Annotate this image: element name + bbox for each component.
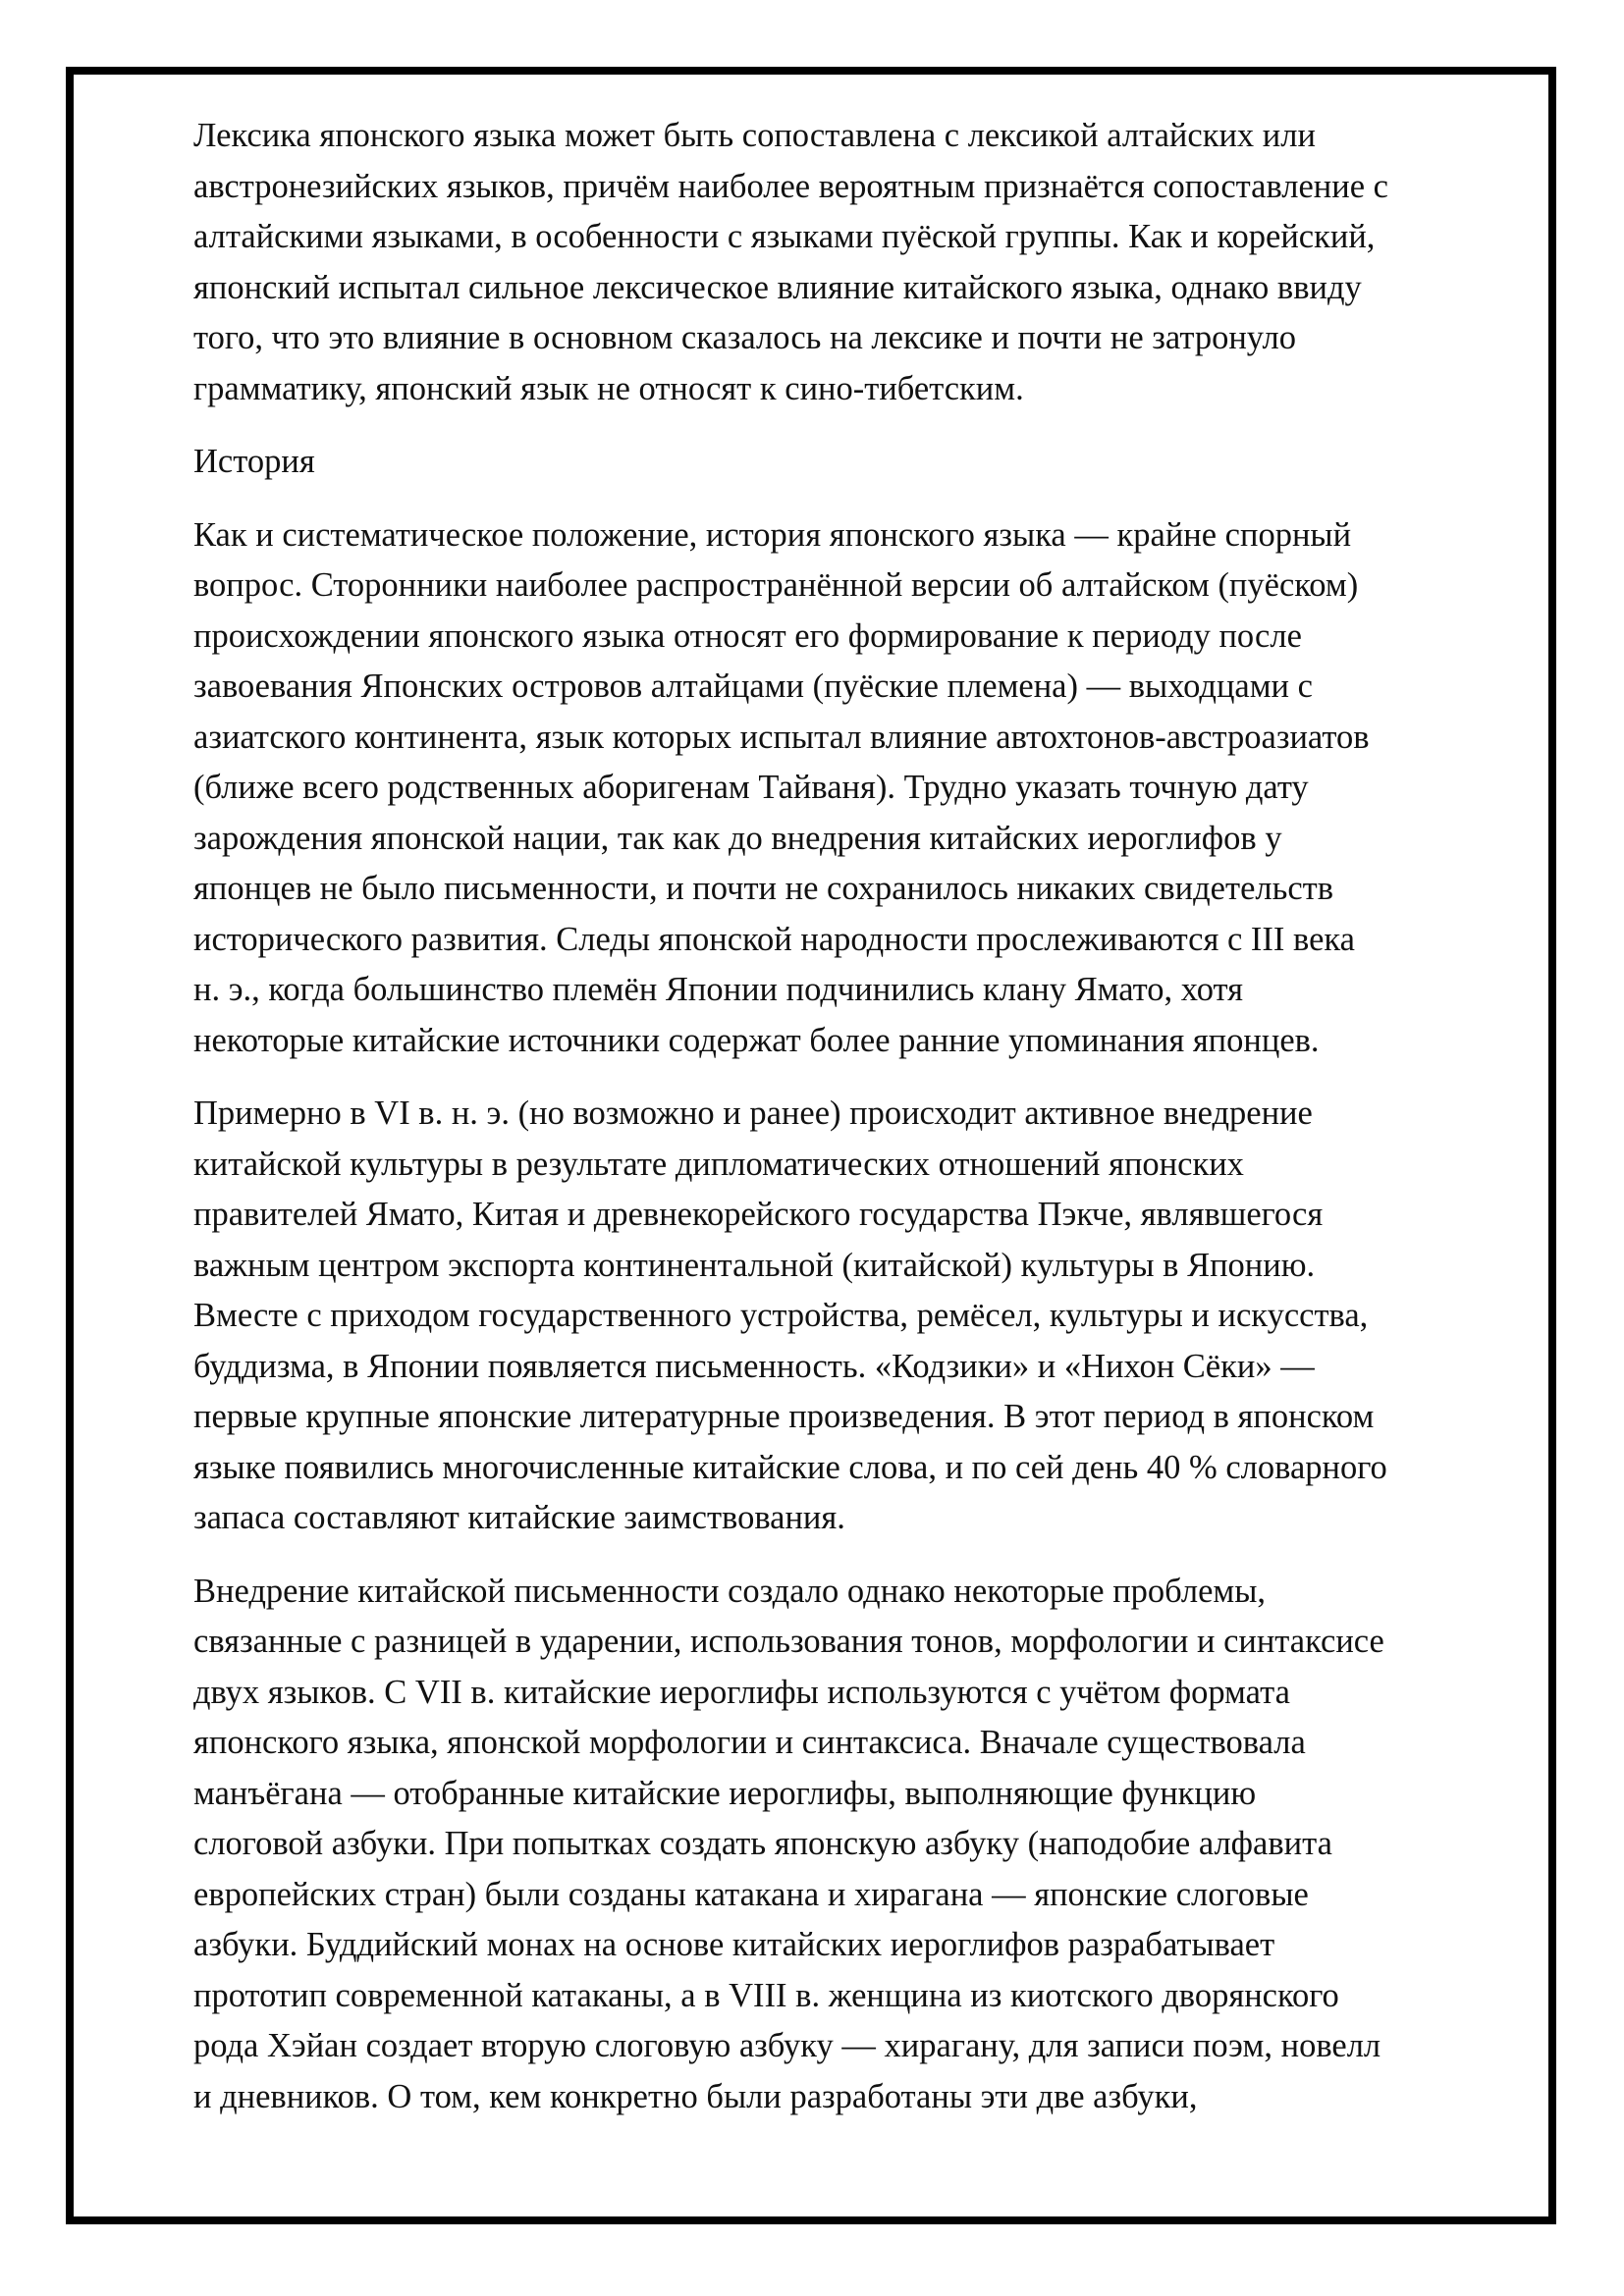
text-line: азбуки. Буддийский монах на основе китайских иероглифов разрабатывает xyxy=(193,1926,1275,1963)
text-line: алтайскими языками, в особенности с языками пуёской группы. Как и корейский, xyxy=(193,218,1376,255)
text-line: Лексика японского языка может быть сопоставлена с лексикой алтайских или xyxy=(193,117,1316,154)
text-line: Внедрение китайской письменности создало однако некоторые проблемы, xyxy=(193,1572,1267,1610)
text-line: (ближе всего родственных аборигенам Тайваня). Трудно указать точную дату xyxy=(193,769,1309,806)
text-line: исторического развития. Следы японской народности прослеживаются с III века xyxy=(193,920,1355,958)
text-line: рода Хэйан создает вторую слоговую азбуку — хирагану, для записи поэм, новелл xyxy=(193,2027,1381,2064)
text-line: некоторые китайские источники содержат более ранние упоминания японцев. xyxy=(193,1021,1320,1059)
text-line: запаса составляют китайские заимствования. xyxy=(193,1499,845,1536)
paragraph xyxy=(193,1089,1553,1544)
text-line: японского языка, японской морфологии и синтаксиса. Вначале существовала xyxy=(193,1724,1306,1761)
text-line: буддизма, в Японии появляется письменность. «Кодзики» и «Нихон Сёки» — xyxy=(193,1347,1315,1385)
text-line: происхождении японского языка относят его формирование к периоду после xyxy=(193,616,1302,655)
text-line: того, что это влияние в основном сказалось на лексике и почти не затронуло xyxy=(193,319,1297,356)
text-line: грамматику, японский язык не относят к сино-тибетским. xyxy=(193,369,1024,407)
paragraph xyxy=(193,111,1553,414)
text-line: первые крупные японские литературные произведения. В этот период в японском xyxy=(193,1398,1375,1435)
document-body xyxy=(193,111,1553,2145)
text-line: языке появились многочисленные китайские слова, и по сей день 40 % словарного xyxy=(193,1448,1387,1486)
text-line: слоговой азбуки. При попытках создать японскую азбуку (наподобие алфавита xyxy=(193,1825,1332,1862)
text-line: вопрос. Сторонники наиболее распространённой версии об алтайском (пуёском) xyxy=(193,566,1359,604)
paragraph xyxy=(193,510,1553,1067)
text-line: Как и систематическое положение, история японского языка — крайне спорный xyxy=(193,515,1352,554)
text-line: завоевания Японских островов алтайцами (пуёские племена) — выходцами с xyxy=(193,667,1313,705)
paragraph xyxy=(193,1567,1553,2123)
text-line: азиатского континента, язык которых испытал влияние автохтонов-австроазиатов xyxy=(193,718,1370,756)
text-line: австронезийских языков, причём наиболее вероятным признаётся сопоставление с xyxy=(193,167,1388,205)
text-line: зарождения японской нации, так как до внедрения китайских иероглифов у xyxy=(193,819,1282,857)
text-line: важным центром экспорта континентальной (китайской) культуры в Японию. xyxy=(193,1246,1316,1284)
text-line: правителей Ямато, Китая и древнекорейского государства Пэкче, являвшегося xyxy=(193,1196,1324,1233)
text-line: японский испытал сильное лексическое влияние китайского языка, однако ввиду xyxy=(193,268,1362,306)
text-line: прототип современной катаканы, а в VIII в. женщина из киотского дворянского xyxy=(193,1976,1339,2014)
text-line: европейских стран) были созданы катакана и хирагана — японские слоговые xyxy=(193,1875,1309,1913)
text-line: китайской культуры в результате дипломатических отношений японских xyxy=(193,1145,1244,1183)
text-line: связанные с разницей в ударении, использования тонов, морфологии и синтаксисе xyxy=(193,1623,1384,1660)
text-line: манъёгана — отобранные китайские иероглифы, выполняющие функцию xyxy=(193,1774,1257,1812)
text-line: двух языков. С VII в. китайские иероглифы используются с учётом формата xyxy=(193,1673,1290,1711)
text-line: Примерно в VI в. н. э. (но возможно и ранее) происходит активное внедрение xyxy=(193,1095,1313,1132)
text-line: японцев не было письменности, и почти не сохранилось никаких свидетельств xyxy=(193,870,1334,907)
text-line: н. э., когда большинство племён Японии подчинились клану Ямато, хотя xyxy=(193,971,1244,1008)
text-line: Вместе с приходом государственного устройства, ремёсел, культуры и искусства, xyxy=(193,1297,1369,1334)
text-line: История xyxy=(193,443,315,480)
section-heading xyxy=(193,437,1553,488)
text-line: и дневников. О том, кем конкретно были разработаны эти две азбуки, xyxy=(193,2077,1198,2115)
